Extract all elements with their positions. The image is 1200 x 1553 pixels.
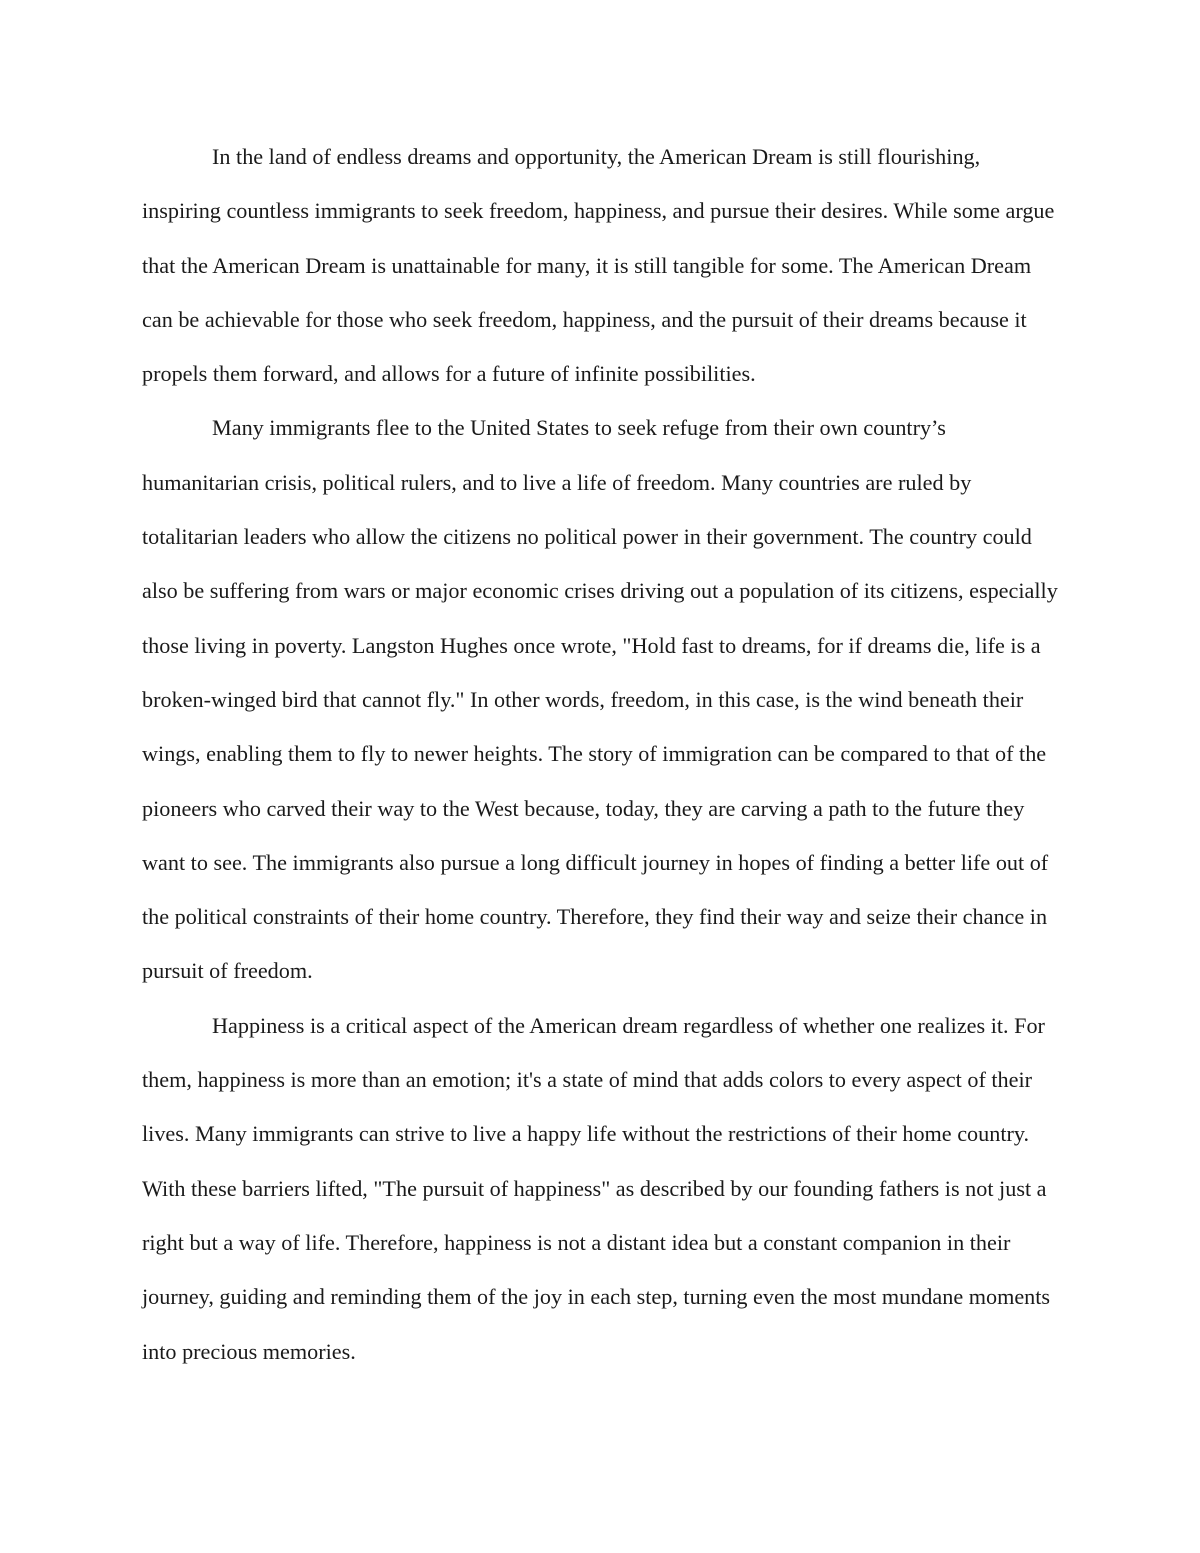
document-body xyxy=(142,130,1058,1379)
paragraph-2: Many immigrants flee to the United States to seek refuge from their own country’s humanitarian crisis, political rulers, and to live a life of freedom. Many countries are ruled by totalitarian leaders who allow the citizens no political power in their government. The country could also be suffering from wars or major economic crises driving out a population of its citizens, especially those living in poverty. Langston Hughes once wrote, "Hold fast to dreams, for if dreams die, life is a broken-winged bird that cannot fly." In other words, freedom, in this case, is the wind beneath their wings, enabling them to fly to newer heights. The story of immigration can be compared to that of the pioneers who carved their way to the West because, today, they are carving a path to the future they want to see. The immigrants also pursue a long difficult journey in hopes of finding a better life out of the political constraints of their home country. Therefore, they find their way and seize their chance in pursuit of freedom. xyxy=(142,415,1058,984)
paragraph-3: Happiness is a critical aspect of the American dream regardless of whether one realizes it. For them, happiness is more than an emotion; it's a state of mind that adds colors to every aspect of their lives. Many immigrants can strive to live a happy life without the restrictions of their home country. With these barriers lifted, "The pursuit of happiness" as described by our founding fathers is not just a right but a way of life. Therefore, happiness is not a distant idea but a constant companion in their journey, guiding and reminding them of the joy in each step, turning even the most mundane moments into precious memories. xyxy=(142,1012,1051,1364)
paragraph-1: In the land of endless dreams and opportunity, the American Dream is still flourishing, inspiring countless immigrants to seek freedom, happiness, and pursue their desires. While some argue that the American Dream is unattainable for many, it is still tangible for some. The American Dream can be achievable for those who seek freedom, happiness, and the pursuit of their dreams because it propels them forward, and allows for a future of infinite possibilities. xyxy=(142,144,1055,387)
